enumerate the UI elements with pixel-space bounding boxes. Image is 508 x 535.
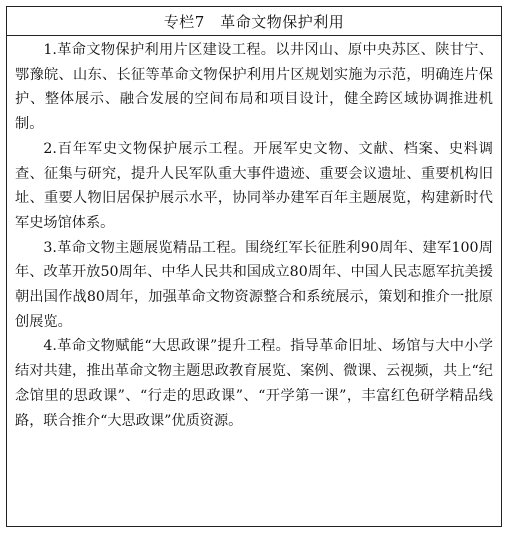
paragraph-2: 2.百年军史文物保护展示工程。开展军史文物、文献、档案、史料调查、征集与研究，提升人民军队重大事件遗迹、重要会议遗址、重要机构旧址、重要人物旧居保护展示水平，协同举办建军百年主题展览，构建新时代军史场馆体系。 [15, 140, 493, 231]
column-content [7, 36, 501, 433]
column-title: 专栏7 革命文物保护利用 [7, 7, 501, 36]
paragraph-4: 4.革命文物赋能“大思政课”提升工程。指导革命旧址、场馆与大中小学结对共建，推出革命文物主题思政教育展览、案例、微课、云视频，共上“纪念馆里的思政课”、“行走的思政课”、“开学第一课”，丰富红色研学精品线路，联合推介“大思政课”优质资源。 [15, 338, 493, 429]
column-box [6, 6, 502, 527]
paragraph-1: 1.革命文物保护利用片区建设工程。以井冈山、原中央苏区、陕甘宁、鄂豫皖、山东、长征等革命文物保护利用片区规划实施为示范，明确连片保护、整体展示、融合发展的空间布局和项目设计，健全跨区域协调推进机制。 [15, 42, 493, 133]
paragraph-3: 3.革命文物主题展览精品工程。围绕红军长征胜利90周年、建军100周年、改革开放50周年、中华人民共和国成立80周年、中国人民志愿军抗美援朝出国作战80周年，加强革命文物资源整合和系统展示，策划和推介一批原创展览。 [15, 239, 493, 330]
